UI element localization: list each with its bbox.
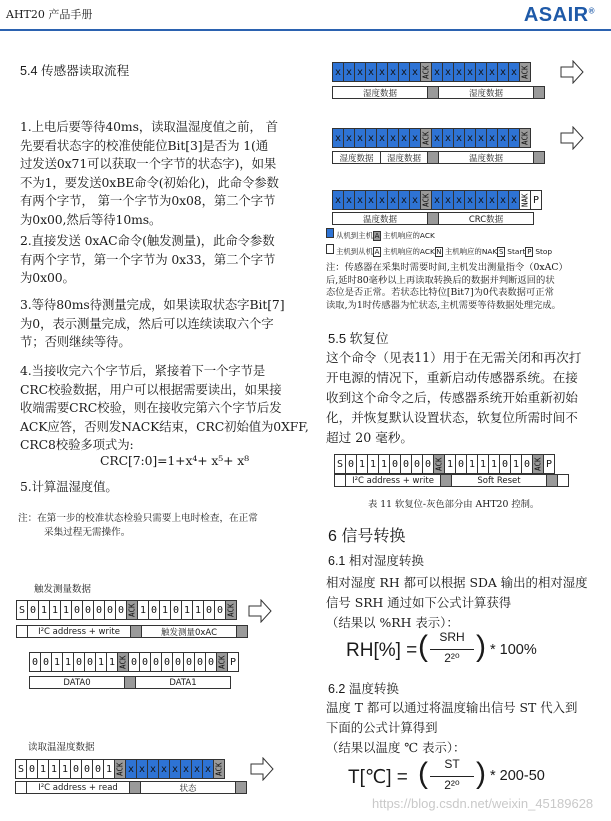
bit-cell: x xyxy=(398,128,410,148)
ack-cell: ACK xyxy=(216,652,228,672)
text-line: ACK应答，否则发NACK结束，CRC初始值为0XFF, xyxy=(20,418,309,434)
bit-cell: 1 xyxy=(59,759,71,779)
doc-title: AHT20 产品手册 xyxy=(6,8,93,21)
section-5-5-title: 5.5 软复位 xyxy=(328,331,389,346)
ack-cell: ACK xyxy=(126,600,138,620)
bit-cell: x xyxy=(387,128,399,148)
field-label xyxy=(235,781,247,794)
bit-cell: 1 xyxy=(510,454,522,474)
bit-cell: 0 xyxy=(115,600,127,620)
ack-cell: ACK xyxy=(519,62,531,82)
field-label: 温度数据 xyxy=(438,151,534,164)
stop-cell: P xyxy=(543,454,555,474)
bit-cell: 0 xyxy=(345,454,357,474)
bit-cell: x xyxy=(431,190,443,210)
bit-cell: x xyxy=(125,759,137,779)
ack-cell: ACK xyxy=(433,454,445,474)
section-6-2-title: 6.2 温度转换 xyxy=(328,682,399,696)
text-line: 2.直接发送 0xAC命令(触发测量)，此命令参数 xyxy=(20,233,275,248)
rh-paren-right: ) xyxy=(476,630,486,663)
bit-cell: x xyxy=(376,128,388,148)
bit-cell: 1 xyxy=(106,652,118,672)
rh-formula-numerator: SRH xyxy=(439,630,465,644)
legend-item xyxy=(326,247,373,256)
bit-cell: x xyxy=(442,128,454,148)
t-paren-left: ( xyxy=(418,757,428,790)
text-line: 温度 T 都可以通过将温度输出信号 ST 代入到 xyxy=(326,700,578,715)
bit-cell: x xyxy=(475,190,487,210)
start-cell: S xyxy=(15,759,27,779)
text-line: 3.等待80ms待测量完成，如果读取状态字Bit[7] xyxy=(20,297,285,312)
bit-cell: 0 xyxy=(71,600,83,620)
field-label: I²C address + write xyxy=(27,625,131,638)
text-line: 采集过程无需操作。 xyxy=(44,527,131,538)
ack-cell: ACK xyxy=(114,759,126,779)
field-label: CRC数据 xyxy=(438,212,534,225)
text-line: 相对湿度 RH 都可以根据 SDA 输出的相对湿度 xyxy=(326,575,588,590)
field-label xyxy=(533,86,545,99)
bit-cell: x xyxy=(497,128,509,148)
bit-cell: 0 xyxy=(104,600,116,620)
bit-cell: 1 xyxy=(37,759,49,779)
section-6-1-title: 6.1 相对湿度转换 xyxy=(328,554,424,568)
bit-cell: x xyxy=(343,190,355,210)
bit-cell: 0 xyxy=(92,759,104,779)
humidity-temp-bit-row xyxy=(333,128,531,148)
bit-cell: 0 xyxy=(499,454,511,474)
legend-swatch xyxy=(326,244,334,254)
bit-cell: 1 xyxy=(466,454,478,474)
bit-cell: x xyxy=(169,759,181,779)
table-11-caption: 表 11 软复位-灰色部分由 AHT20 控制。 xyxy=(368,499,540,510)
bit-cell: 0 xyxy=(40,652,52,672)
bit-cell: x xyxy=(365,62,377,82)
left-note xyxy=(18,512,318,540)
continue-arrow-icon xyxy=(250,757,274,781)
legend-item xyxy=(525,247,552,256)
t-paren-right: ) xyxy=(476,757,486,790)
legend-label: 主机到从机 xyxy=(336,247,373,256)
bit-cell: 0 xyxy=(400,454,412,474)
t-formula-rhs: * 200-50 xyxy=(490,768,545,784)
bit-cell: x xyxy=(365,128,377,148)
field-label: 湿度数据 xyxy=(438,86,534,99)
header-divider xyxy=(0,29,611,31)
crc-polynomial: CRC[7:0]=1+x⁴+ x⁵+ x⁸ xyxy=(100,453,249,468)
bit-cell: x xyxy=(464,190,476,210)
legend-swatch: A xyxy=(374,248,380,256)
bit-cell: x xyxy=(453,62,465,82)
legend-swatch: S xyxy=(499,248,504,256)
bit-cell: x xyxy=(332,62,344,82)
field-label: DATA0 xyxy=(29,676,125,689)
legend-item xyxy=(373,247,435,256)
bit-cell: 0 xyxy=(26,759,38,779)
field-label: 状态 xyxy=(140,781,236,794)
field-label: I²C address + read xyxy=(26,781,130,794)
text-line: 开电源的情况下，重新启动传感器系统。在接 xyxy=(326,370,578,385)
bit-cell: x xyxy=(409,190,421,210)
bit-cell: 0 xyxy=(183,652,195,672)
field-label: 湿度数据 xyxy=(332,86,428,99)
t-fraction-bar xyxy=(430,776,474,777)
text-line: 态位是否正常。若状态比特位[Bit7]为0代表数据可正常 xyxy=(326,287,554,299)
bit-cell: x xyxy=(453,128,465,148)
legend-swatch: P xyxy=(527,248,532,256)
bit-cell: x xyxy=(398,62,410,82)
bit-cell: x xyxy=(508,190,520,210)
text-line: CRC校验数据，用户可以根据需要读出，如果接 xyxy=(20,381,282,397)
text-line: 1.上电后要等待40ms，读取温湿度值之前， 首 xyxy=(20,119,278,134)
bit-cell: 1 xyxy=(62,652,74,672)
field-label xyxy=(236,625,248,638)
continue-arrow-icon xyxy=(248,599,272,623)
text-line: 为0x00。 xyxy=(20,270,75,285)
humidity-temp-label-row xyxy=(333,151,545,164)
bit-cell: x xyxy=(387,62,399,82)
bit-cell: 0 xyxy=(73,652,85,672)
legend-item xyxy=(326,231,373,240)
legend-item xyxy=(373,231,435,240)
text-line: （结果以温度 ℃ 表示）： xyxy=(326,740,466,755)
legend-label: Stop xyxy=(535,247,553,256)
bit-cell: 0 xyxy=(82,600,94,620)
bit-cell: 1 xyxy=(181,600,193,620)
field-label: 触发测量0xAC xyxy=(141,625,237,638)
step-3-text xyxy=(20,296,320,352)
bit-cell: x xyxy=(191,759,203,779)
bit-cell: 1 xyxy=(49,600,61,620)
bit-cell: 1 xyxy=(159,600,171,620)
text-line: 注：在第一步的校准状态检验只需要上电时检查，在正常 xyxy=(18,513,258,524)
step-5-text: 5.计算温湿度值。 xyxy=(20,479,118,494)
text-line: 不为1，要发送0xBE命令(初始化)，此命令参数 xyxy=(20,174,279,190)
data-label-row xyxy=(30,676,231,689)
bit-cell: 0 xyxy=(93,600,105,620)
rh-conversion-text xyxy=(326,573,611,633)
bit-cell: 0 xyxy=(139,652,151,672)
field-label xyxy=(557,474,569,487)
bit-cell: x xyxy=(475,62,487,82)
bit-cell: 0 xyxy=(29,652,41,672)
text-line: 这个命令（见表11）用于在无需关闭和再次打 xyxy=(326,350,582,365)
legend-swatch: N xyxy=(436,248,442,256)
bit-cell: 0 xyxy=(521,454,533,474)
bit-cell: 1 xyxy=(367,454,379,474)
diagram-legend xyxy=(326,228,611,260)
text-line: 有两个字节， 第一个字节为0x08，第二个字节 xyxy=(20,193,276,208)
text-line: 后,延时80毫秒以上再读取转换后的数据并判断返回的状 xyxy=(326,274,555,286)
registered-mark: ® xyxy=(588,6,595,16)
t-formula-numerator: ST xyxy=(444,757,460,771)
brand-logo xyxy=(524,4,595,27)
ack-cell: ACK xyxy=(420,128,432,148)
text-line: 下面的公式计算得到 xyxy=(326,720,438,735)
text-line: 有两个字节，第一个字节为 0x33，第二个字节 xyxy=(20,251,276,267)
bit-cell: 1 xyxy=(60,600,72,620)
brand-text: ASAIR xyxy=(523,4,589,26)
ack-cell: ACK xyxy=(532,454,544,474)
text-line: 过发送0x71可以获取一个字节的状态字)，如果 xyxy=(20,156,277,171)
ack-cell: ACK xyxy=(420,62,432,82)
start-cell: S xyxy=(16,600,28,620)
bit-cell: x xyxy=(202,759,214,779)
bit-cell: x xyxy=(486,190,498,210)
rh-formula-rhs: * 100% xyxy=(490,642,537,658)
bit-cell: x xyxy=(332,128,344,148)
read-label-row xyxy=(16,781,247,794)
bit-cell: 0 xyxy=(422,454,434,474)
humidity-label-row-1 xyxy=(333,86,545,99)
bit-cell: x xyxy=(475,128,487,148)
text-line: 信号 SRH 通过如下公式计算获得 xyxy=(326,595,512,610)
bit-cell: 0 xyxy=(172,652,184,672)
field-label: 温度数据 xyxy=(332,212,428,225)
bit-cell: x xyxy=(354,62,366,82)
bit-cell: x xyxy=(136,759,148,779)
bit-cell: x xyxy=(158,759,170,779)
bit-cell: x xyxy=(486,62,498,82)
bit-cell: 0 xyxy=(148,600,160,620)
text-line: 节；否则继续等待。 xyxy=(20,334,131,349)
bit-cell: 0 xyxy=(170,600,182,620)
bit-cell: x xyxy=(398,190,410,210)
bit-cell: x xyxy=(486,128,498,148)
legend-label: 从机到主机 xyxy=(336,231,373,240)
bit-cell: 0 xyxy=(150,652,162,672)
bit-cell: 1 xyxy=(103,759,115,779)
legend-label: 主机响应的ACK xyxy=(382,247,435,256)
bit-cell: 0 xyxy=(194,652,206,672)
bit-cell: 0 xyxy=(70,759,82,779)
bit-cell: x xyxy=(343,62,355,82)
section-5-4-title: 5.4 传感器读取流程 xyxy=(20,64,130,78)
rh-formula-lhs: RH[%] = xyxy=(346,640,418,661)
bit-cell: 0 xyxy=(411,454,423,474)
ack-cell: ACK xyxy=(225,600,237,620)
temp-conversion-text xyxy=(326,698,611,758)
bit-cell: 1 xyxy=(137,600,149,620)
t-formula-lhs: T[℃] = xyxy=(348,767,408,788)
bit-cell: x xyxy=(376,62,388,82)
bit-cell: x xyxy=(332,190,344,210)
bit-cell: x xyxy=(354,190,366,210)
text-line: 读取,为1时传感器为忙状态,主机需要等待数据处理完成。 xyxy=(326,299,561,311)
start-cell: S xyxy=(334,454,346,474)
right-note xyxy=(326,262,611,312)
watermark: https://blog.csdn.net/weixin_45189628 xyxy=(372,796,594,811)
bit-cell: 0 xyxy=(128,652,140,672)
section-6-title: 6 信号转换 xyxy=(328,528,406,545)
legend-label: 主机响应的ACK xyxy=(382,231,435,240)
bit-cell: 1 xyxy=(38,600,50,620)
bit-cell: 1 xyxy=(488,454,500,474)
nak-cell: NAK xyxy=(519,190,531,210)
ack-cell: ACK xyxy=(519,128,531,148)
step-4-text xyxy=(20,362,320,455)
t-formula-denominator: 2²⁰ xyxy=(444,778,460,792)
bit-cell: 0 xyxy=(455,454,467,474)
text-line: 4.当接收完六个字节后，紧接着下一个字节是 xyxy=(20,363,266,378)
bit-cell: 0 xyxy=(205,652,217,672)
legend-label: Start xyxy=(507,247,526,256)
temp-crc-bit-row xyxy=(333,190,542,210)
rh-paren-left: ( xyxy=(418,630,428,663)
bit-cell: x xyxy=(365,190,377,210)
trigger-measure-title: 触发测量数据 xyxy=(34,584,92,595)
text-line: CRC8校验多项式为: xyxy=(20,437,134,452)
bit-cell: x xyxy=(354,128,366,148)
data-bit-row xyxy=(30,652,239,672)
stop-cell: P xyxy=(530,190,542,210)
soft-reset-text xyxy=(326,348,611,448)
field-label: Soft Reset xyxy=(451,474,547,487)
step-2-text xyxy=(20,232,320,288)
field-label: 湿度数据 xyxy=(380,151,428,164)
bit-cell: 1 xyxy=(444,454,456,474)
bit-cell: 1 xyxy=(356,454,368,474)
field-label: I²C address + write xyxy=(345,474,441,487)
text-line: 超过 20 毫秒。 xyxy=(326,430,414,445)
bit-cell: 0 xyxy=(27,600,39,620)
bit-cell: x xyxy=(409,128,421,148)
bit-cell: x xyxy=(431,128,443,148)
read-bit-row xyxy=(16,759,225,779)
bit-cell: 1 xyxy=(477,454,489,474)
bit-cell: x xyxy=(497,190,509,210)
text-line: 收到这个命令之后，传感器系统开始重新初始 xyxy=(326,390,578,405)
text-line: 先要看状态字的校准使能位Bit[3]是否为 1(通 xyxy=(20,137,269,153)
soft-reset-bit-row xyxy=(335,454,555,474)
bit-cell: x xyxy=(442,190,454,210)
bit-cell: x xyxy=(431,62,443,82)
ack-cell: ACK xyxy=(420,190,432,210)
continue-arrow-icon xyxy=(560,126,584,150)
legend-swatch xyxy=(326,228,334,238)
text-line: 为0x00,然后等待10ms。 xyxy=(20,211,162,227)
text-line: 注：传感器在采集时需要时间,主机发出测量指令（0xAC） xyxy=(326,262,568,273)
field-label: 湿度数据 xyxy=(332,151,381,164)
step-1-text xyxy=(20,118,320,229)
text-line: 为0，表示测量完成，然后可以连续读取六个字 xyxy=(20,315,274,331)
bit-cell: 1 xyxy=(48,759,60,779)
rh-fraction-bar xyxy=(430,649,474,650)
bit-cell: x xyxy=(464,128,476,148)
bit-cell: x xyxy=(442,62,454,82)
bit-cell: 0 xyxy=(214,600,226,620)
field-label xyxy=(533,151,545,164)
bit-cell: x xyxy=(464,62,476,82)
bit-cell: x xyxy=(508,62,520,82)
bit-cell: 0 xyxy=(84,652,96,672)
legend-item xyxy=(497,247,525,256)
read-data-title: 读取温湿度数据 xyxy=(28,742,95,753)
text-line: 化，并恢复默认设置状态，软复位所需时间不 xyxy=(326,410,578,425)
bit-cell: x xyxy=(409,62,421,82)
bit-cell: x xyxy=(497,62,509,82)
bit-cell: x xyxy=(147,759,159,779)
bit-cell: x xyxy=(453,190,465,210)
bit-cell: 1 xyxy=(378,454,390,474)
bit-cell: x xyxy=(180,759,192,779)
legend-label: 主机响应的NAK xyxy=(444,247,498,256)
bit-cell: 0 xyxy=(203,600,215,620)
soft-reset-label-row xyxy=(335,474,569,487)
bit-cell: x xyxy=(343,128,355,148)
bit-cell: 1 xyxy=(51,652,63,672)
temp-crc-label-row xyxy=(333,212,534,225)
rh-formula-denominator: 2²⁰ xyxy=(444,651,460,665)
bit-cell: x xyxy=(508,128,520,148)
field-label: DATA1 xyxy=(135,676,231,689)
bit-cell: x xyxy=(376,190,388,210)
legend-item xyxy=(435,247,497,256)
ack-cell: ACK xyxy=(117,652,129,672)
stop-cell: P xyxy=(227,652,239,672)
text-line: （结果以 %RH 表示）： xyxy=(326,615,459,630)
legend-swatch: A xyxy=(374,232,380,240)
bit-cell: 1 xyxy=(192,600,204,620)
trigger-label-row xyxy=(17,625,248,638)
ack-cell: ACK xyxy=(213,759,225,779)
bit-cell: 1 xyxy=(95,652,107,672)
bit-cell: 0 xyxy=(389,454,401,474)
bit-cell: x xyxy=(387,190,399,210)
bit-cell: 0 xyxy=(81,759,93,779)
continue-arrow-icon xyxy=(560,60,584,84)
trigger-bit-row xyxy=(17,600,237,620)
bit-cell: 0 xyxy=(161,652,173,672)
humidity-bit-row-1 xyxy=(333,62,531,82)
text-line: 收端需要CRC校验，则在接收完第六个字节后发 xyxy=(20,400,282,415)
